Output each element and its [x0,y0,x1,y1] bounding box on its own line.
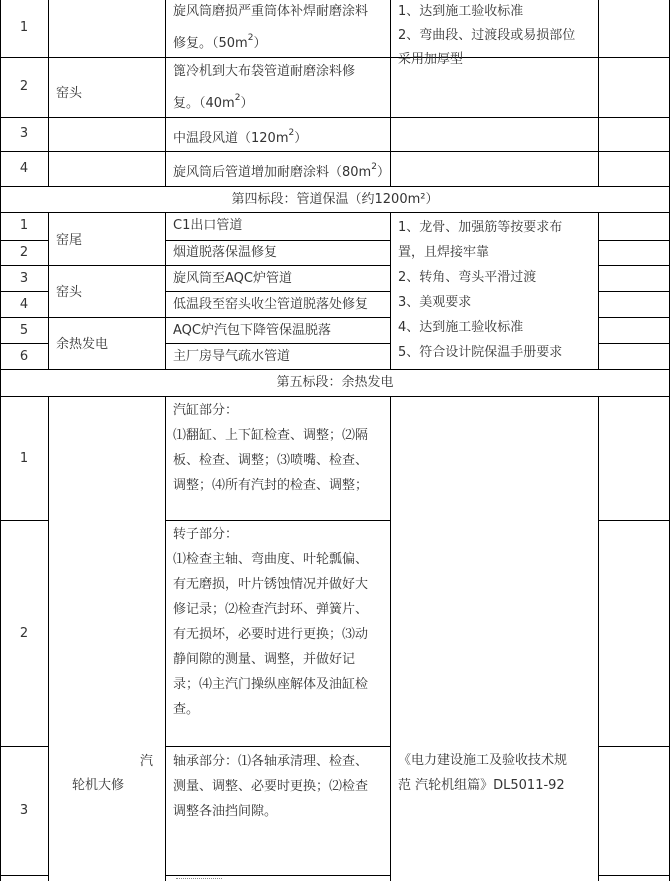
standard-text: 2、弯曲段、过渡段或易损部位 [398,28,576,43]
work-item-text: 主厂房导气疏水管道 [173,349,291,364]
row-line [0,369,670,370]
row-line [598,520,670,521]
row-number: 6 [19,349,29,364]
row-number: 5 [19,323,29,338]
column-line [165,0,166,187]
row-line [0,396,670,397]
column-line [598,0,599,187]
row-line [0,291,48,292]
column-line [390,0,391,187]
row-line [165,291,390,292]
standard-text: 1、达到施工验收标准 [398,4,524,19]
row-number: 4 [19,297,29,312]
row-number: 2 [19,79,29,94]
column-line [48,212,49,370]
column-line [598,396,599,881]
requirement-text: 4、达到施工验收标准 [398,320,524,335]
work-item-text: 中温段风道$(120m^2)$ [173,128,308,146]
row-line [598,875,670,876]
row-number: 2 [19,626,29,641]
row-number: 1 [19,218,29,233]
column-line [48,396,49,881]
row-number: 3 [19,803,29,818]
work-item-text: 烟道脱落保温修复 [173,245,278,260]
row-number: 3 [19,271,29,286]
row-line [165,343,390,344]
work-item-text: 旋风筒至AQC炉管道 [173,271,292,286]
truncated-text [176,878,222,882]
row-line [0,317,390,318]
column-line [390,396,391,881]
requirement-text: 1、龙骨、加强筋等按要求布 [398,220,563,235]
row-line [598,291,670,292]
work-item-text: 修复。$(50m^2)$ [173,33,267,51]
row-line [0,875,48,876]
column-line [390,212,391,370]
work-item-text: 轴承部分：⑴各轴承清理、检查、 测量、调整、必要时更换；⑵检查 调整各油挡间隙。 [173,754,369,819]
work-item-text: 低温段至窑头收尘管道脱落处修复 [173,297,369,312]
work-item-text: 转子部分： ⑴检查主轴、弯曲度、叶轮瓢偏、 有无磨损，叶片锈蚀情况并做好大 修记录；⑵检查汽封环、弹簧片、 有无损坏，必要时进行更换；⑶动 静间隙的测量、调整，并做好记 录；⑷主汽门操纵座解体及油缸检 查。 [173,527,369,717]
row-line [165,520,390,521]
column-line [598,212,599,370]
section-header: 第四标段：管道保温（约1200m²） [231,192,439,207]
requirement-text: 2、转角、弯头平滑过渡 [398,270,537,285]
row-line [598,343,670,344]
row-line [0,343,48,344]
standard-text: 范 汽轮机组篇》DL5011-92 [398,778,565,793]
area-cell: 窑尾 [56,233,83,248]
row-line [0,151,670,152]
row-number: 4 [19,161,29,176]
work-item-text: AQC炉汽包下降管保温脱落 [173,323,331,338]
column-line [48,0,49,187]
row-number: 1 [19,20,29,35]
area-cell: 窑头 [56,86,83,101]
row-line [0,520,48,521]
row-line [0,57,670,58]
work-item-text: 篦冷机到大布袋管道耐磨涂料修 [173,64,356,79]
row-line [0,212,670,213]
row-line [598,265,670,266]
area-cell: 余热发电 [56,337,109,352]
work-item-text: 复。$(40m^2)$ [173,93,254,111]
area-cell: 窑头 [56,285,83,300]
requirement-text: 置，且焊接牢靠 [398,245,490,260]
section-header: 第五标段：余热发电 [276,375,394,390]
requirement-text: 3、美观要求 [398,295,472,310]
work-item-text: C1出口管道 [173,218,243,233]
row-line [0,746,48,747]
row-line [0,117,670,118]
row-line [0,186,670,187]
work-item-text: 旋风筒后管道增加耐磨涂料$(80m^2)$ [173,162,390,180]
row-line [165,746,390,747]
standard-text: 采用加厚型 [398,52,464,67]
work-item-text: 旋风筒磨损严重筒体补焊耐磨涂料 [173,4,369,19]
area-cell: 汽 [140,754,154,769]
area-cell: 轮机大修 [72,778,125,793]
column-line [165,212,166,370]
standard-text: 《电力建设施工及验收技术规 [398,753,568,768]
column-line [165,396,166,881]
row-line [598,746,670,747]
row-line [0,265,390,266]
work-item-text: 汽缸部分： ⑴翻缸、上下缸检查、调整；⑵隔 板、检查、调整；⑶喷嘴、检查、 调整；⑷所有汽封的检查、调整； [173,403,369,493]
requirement-text: 5、符合设计院保温手册要求 [398,345,563,360]
row-line [165,875,390,876]
row-number: 2 [19,245,29,260]
row-line [598,317,670,318]
row-line [598,240,670,241]
row-number: 3 [19,126,29,141]
row-number: 1 [19,451,29,466]
